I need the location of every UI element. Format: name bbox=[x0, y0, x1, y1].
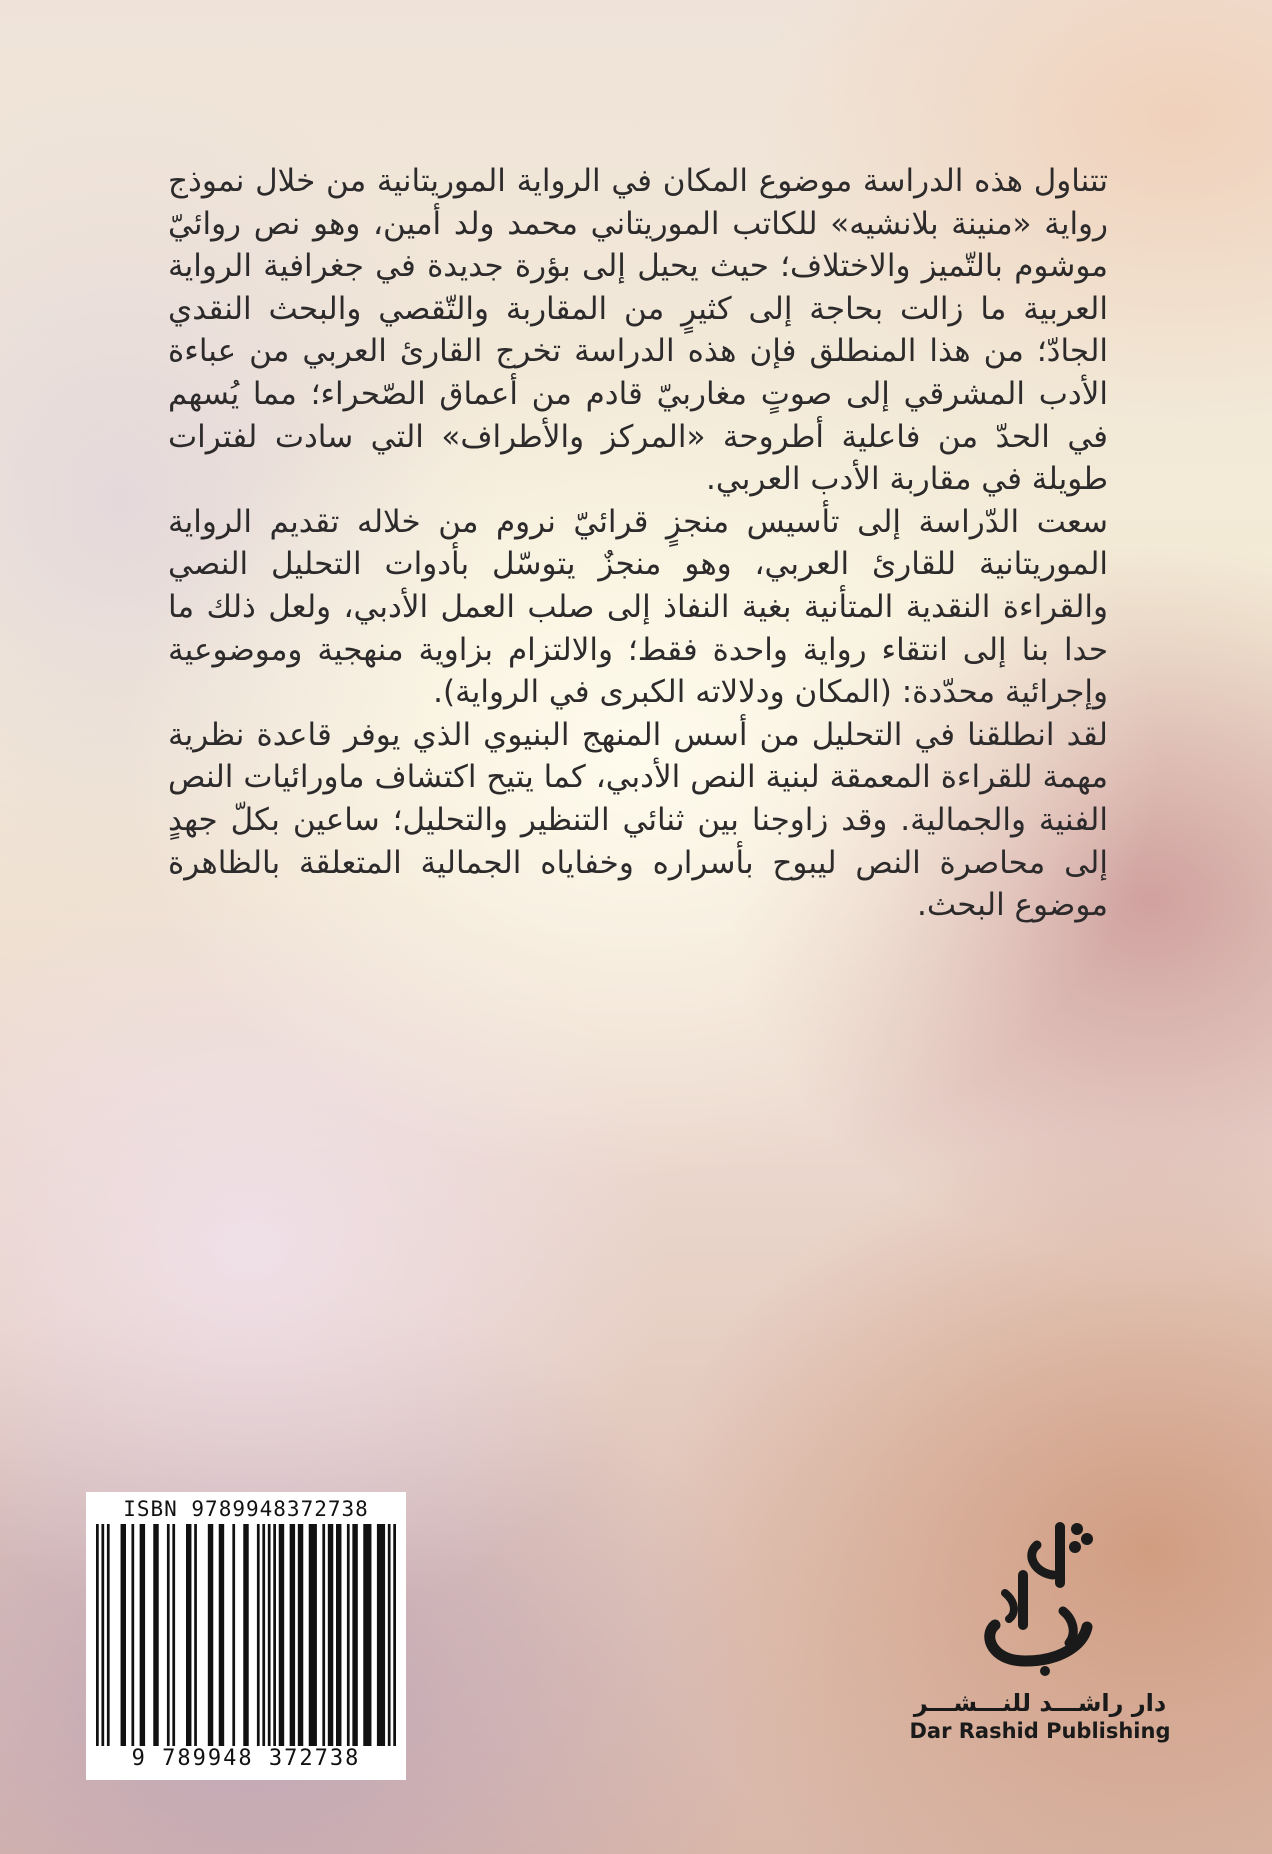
barcode-bar bbox=[298, 1524, 303, 1746]
back-cover-blurb bbox=[168, 160, 1108, 927]
barcode-bar bbox=[393, 1524, 396, 1746]
barcode-bar bbox=[279, 1524, 284, 1746]
publisher-name-english: Dar Rashid Publishing bbox=[909, 1719, 1171, 1743]
barcode-bar bbox=[186, 1524, 191, 1746]
barcode-bar bbox=[290, 1524, 295, 1746]
barcode-bar bbox=[262, 1524, 265, 1746]
barcode-bar bbox=[243, 1524, 248, 1746]
barcode-bar bbox=[101, 1524, 104, 1746]
blurb-paragraph-1: تتناول هذه الدراسة موضوع المكان في الرواية الموريتانية من خلال نموذج رواية «منينة بلانشيه» للكاتب الموريتاني محمد ولد أمين، وهو نص روائيّ موشوم بالتّميز والاختلاف؛ حيث يحيل إلى بؤرة جديدة في جغرافية الرواية العربية ما زالت بحاجة إلى كثيرٍ من المقاربة والتّقصي والبحث النقدي الجادّ؛ من هذا المنطلق فإن هذه الدراسة تخرج القارئ العربي من عباءة الأدب المشرقي إلى صوتٍ مغاربيّ قادم من أعماق الصّحراء؛ مما يُسهم في الحدّ من فاعلية أطروحة «المركز والأطراف» التي سادت لفترات طويلة في مقاربة الأدب العربي. bbox=[168, 163, 1108, 498]
barcode-bar bbox=[219, 1524, 224, 1746]
barcode-bar bbox=[257, 1524, 260, 1746]
isbn-barcode bbox=[86, 1492, 406, 1780]
dar-rashid-calligraphy-logo bbox=[965, 1515, 1115, 1685]
barcode-bar bbox=[352, 1524, 357, 1746]
barcode-bar bbox=[268, 1524, 271, 1746]
blurb-paragraph-3: لقد انطلقنا في التحليل من أسس المنهج البنيوي الذي يوفر قاعدة نظرية مهمة للقراءة المعمقة لبنية النص الأدبي، كما يتيح اكتشاف ماورائيات النص الفنية والجمالية. وقد زاوجنا بين ثنائي التنظير والتحليل؛ ساعين بكلّ جهدٍ إلى محاصرة النص ليبوح بأسراره وخفاياه الجمالية المتعلقة بالظاهرة موضوع البحث. bbox=[168, 716, 1108, 924]
barcode-bar bbox=[336, 1524, 341, 1746]
barcode-bar bbox=[96, 1524, 99, 1746]
barcode-bar bbox=[172, 1524, 175, 1746]
barcode-bar bbox=[363, 1524, 371, 1746]
publisher-name-arabic: دار راشـــد للنـــشـــر bbox=[913, 1689, 1167, 1717]
barcode-bars bbox=[92, 1524, 400, 1746]
isbn-label: ISBN 9789948372738 bbox=[123, 1497, 369, 1521]
barcode-bar bbox=[167, 1524, 170, 1746]
blurb-paragraph-2: سعت الدّراسة إلى تأسيس منجزٍ قرائيّ نروم من خلاله تقديم الرواية الموريتانية للقارئ العربي، وهو منجزٌ يتوسّل بأدوات التحليل النصي والقراءة النقدية المتأنية بغية النفاذ إلى صلب العمل الأدبي، ولعل ذلك ما حدا بنا إلى انتقاء رواية واحدة فقط؛ والالتزام بزاوية منهجية وموضوعية وإجرائية محدّدة: (المكان ودلالاته الكبرى في الرواية). bbox=[168, 503, 1108, 711]
barcode-bar bbox=[121, 1524, 126, 1746]
barcode-bar bbox=[328, 1524, 333, 1746]
barcode-bar bbox=[232, 1524, 235, 1746]
isbn-digits: 9 789948 372738 bbox=[131, 1746, 361, 1771]
barcode-bar bbox=[131, 1524, 134, 1746]
barcode-bar bbox=[107, 1524, 110, 1746]
barcode-bar bbox=[388, 1524, 391, 1746]
barcode-bar bbox=[322, 1524, 325, 1746]
barcode-bar bbox=[208, 1524, 213, 1746]
barcode-bar bbox=[273, 1524, 276, 1746]
barcode-bar bbox=[153, 1524, 158, 1746]
barcode-bar bbox=[309, 1524, 317, 1746]
barcode-bar bbox=[140, 1524, 145, 1746]
barcode-bar bbox=[377, 1524, 385, 1746]
barcode-bar bbox=[194, 1524, 197, 1746]
barcode-bar bbox=[347, 1524, 350, 1746]
publisher-logo bbox=[895, 1515, 1185, 1775]
